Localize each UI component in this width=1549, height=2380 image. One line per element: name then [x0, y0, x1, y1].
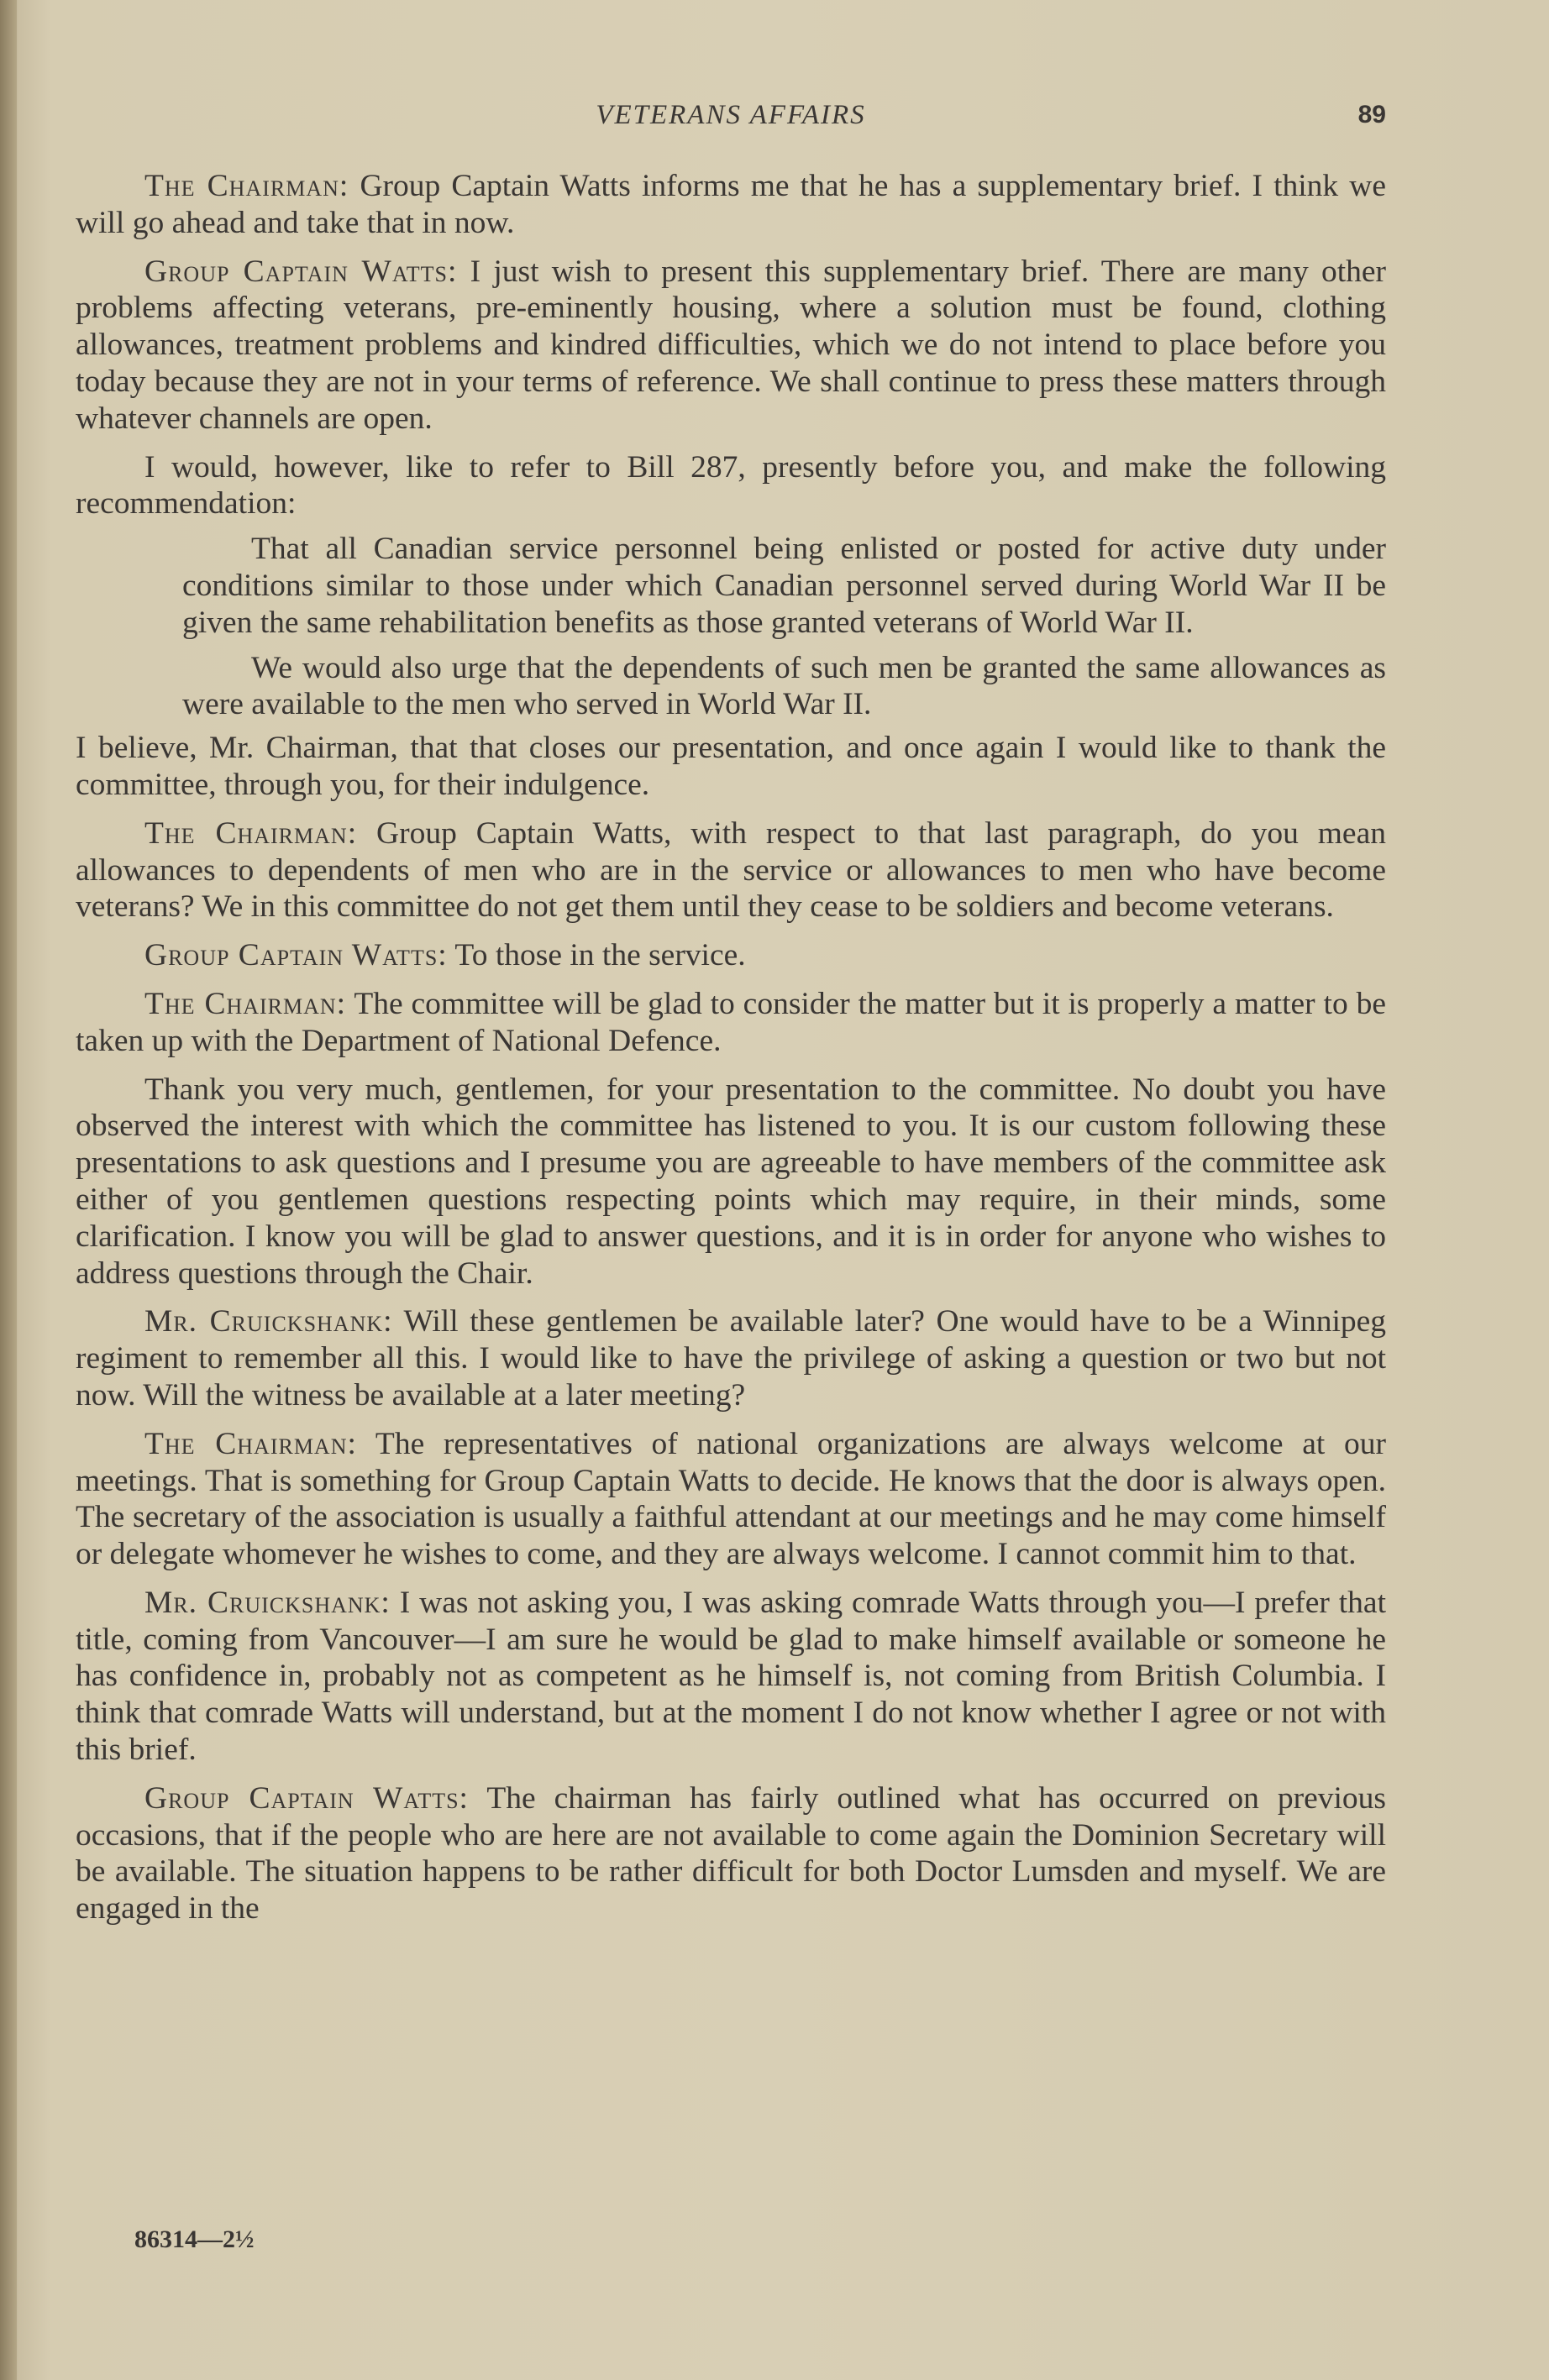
- running-header: [76, 94, 1386, 136]
- body-text: [76, 168, 1386, 1939]
- quoted-recommendation: That all Canadian service personnel being enlisted or posted for active duty under conditions similar to those under which Canadian personnel served during World War II be given the same rehabilitation benefits as those granted veterans of World War II.: [182, 532, 1386, 640]
- paragraph-text: Will these gentlemen be available later? One would have to be a Winnipeg regiment to remember all this. I would like to have the privilege of asking a question or two but not now. Will the witness be available at a later meeting?: [76, 1304, 1387, 1413]
- speaker-name: The Chairman:: [144, 815, 358, 851]
- paragraph: [76, 1303, 1386, 1413]
- paragraph-continuation: I believe, Mr. Chairman, that that closes our presentation, and once again I would like to thank the committee, through you, for their indulgence.: [76, 731, 1386, 802]
- paragraph: [76, 254, 1386, 438]
- page-spine-shadow: [0, 0, 17, 2380]
- paragraph: [76, 1585, 1386, 1769]
- paragraph: [76, 1426, 1386, 1573]
- paragraph: [76, 1780, 1386, 1927]
- paragraph: [76, 168, 1386, 242]
- paragraph-text: Group Captain Watts informs me that he has a supplementary brief. I think we will go ahead and take that in now.: [76, 169, 1386, 240]
- quoted-recommendation: We would also urge that the dependents of such men be granted the same allowances as were available to the men who served in World War II.: [182, 650, 1386, 722]
- paragraph: [76, 815, 1386, 925]
- print-code-footer: 86314—2½: [134, 2225, 255, 2253]
- paragraph: [76, 449, 1386, 523]
- speaker-name: The Chairman:: [144, 1426, 357, 1461]
- paragraph-text: I just wish to present this supplementary brief. There are many other problems affecting veterans, pre-eminently housing, where a solution must be found, clothing allowances, treatment problems and kindred difficulties, which we do not intend to place before you today because they are not in your terms of reference. We shall continue to press these matters through whatever channels are open.: [76, 254, 1386, 436]
- paragraph: [76, 937, 1386, 974]
- speaker-name: Group Captain Watts:: [144, 938, 448, 973]
- paragraph-text: The representatives of national organizations are always welcome at our meetings. That is something for Group Captain Watts to decide. He knows that the door is always open. The secretary of the association is usually a faithful attendant at our meetings and he may come himself or delegate whomever he wishes to come, and they are always welcome. I cannot commit him to that.: [76, 1426, 1386, 1572]
- speaker-name: Group Captain Watts:: [144, 1780, 469, 1816]
- speaker-name: Mr. Cruickshank:: [144, 1585, 391, 1620]
- running-title: VETERANS AFFAIRS: [596, 100, 866, 130]
- paragraph-text: I was not asking you, I was asking comrade Watts through you—I prefer that title, coming from Vancouver—I am sure he would be glad to make himself available or someone he has confidence in, probably not as competent as he himself is, not coming from British Columbia. I think that comrade Watts will understand, but at the moment I do not know whether I agree or not with this brief.: [76, 1585, 1386, 1768]
- page-number: 89: [1357, 101, 1386, 128]
- speaker-name: The Chairman:: [144, 986, 347, 1021]
- paragraph: [76, 986, 1386, 1060]
- paragraph-text: The committee will be glad to consider the matter but it is properly a matter to be taken up with the Department of National Defence.: [76, 986, 1386, 1058]
- paragraph-text: Thank you very much, gentlemen, for your presentation to the committee. No doubt you have observed the interest with which the committee has listened to you. It is our custom following these presentations to ask questions and I presume you are agreeable to have members of the committee ask either of you gentlemen questions respecting points which may require, in their minds, some clarification. I know you will be glad to answer questions, and it is in order for anyone who wishes to address questions through the Chair.: [76, 1072, 1386, 1291]
- paragraph-text: Group Captain Watts, with respect to that last paragraph, do you mean allowances to dependents of men who are in the service or allowances to men who have become veterans? We in this committee do not get them until they cease to be soldiers and become veterans.: [76, 815, 1386, 925]
- speaker-name: Mr. Cruickshank:: [144, 1304, 393, 1339]
- paragraph-text: To those in the service.: [454, 938, 746, 973]
- paragraph-text: The chairman has fairly outlined what has occurred on previous occasions, that if the people who are here are not available to come again the Dominion Secretary will be available. The situation happens to be rather difficult for both Doctor Lumsden and myself. We are engaged in the: [76, 1780, 1387, 1927]
- paragraph-text: I would, however, like to refer to Bill 287, presently before you, and make the following recommendation:: [76, 449, 1386, 522]
- paragraph: [76, 1072, 1386, 1292]
- speaker-name: The Chairman:: [144, 169, 349, 203]
- speaker-name: Group Captain Watts:: [144, 254, 458, 289]
